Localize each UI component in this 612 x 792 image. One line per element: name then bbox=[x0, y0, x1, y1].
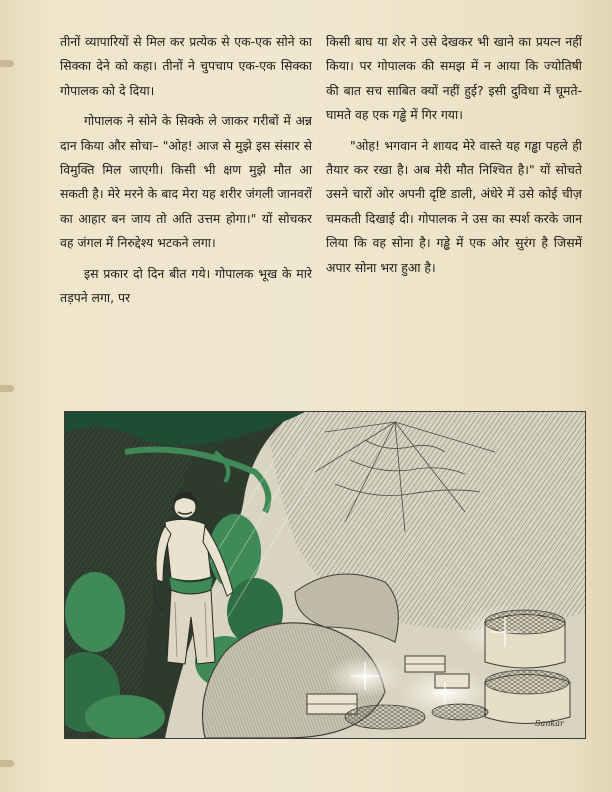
artist-signature: Sankar bbox=[535, 719, 564, 728]
illustration-drawing bbox=[65, 412, 585, 738]
right-text-column bbox=[326, 30, 582, 280]
cave-gold-illustration bbox=[64, 411, 586, 739]
paragraph: तीनों व्यापारियों से मिल कर प्रत्येक से एक-एक सोने का सिक्का देने को कहा। तीनों ने चुपचाप एक-एक सिक्का गोपालक को दे दिया। bbox=[60, 34, 312, 98]
left-text-column bbox=[60, 30, 312, 310]
paragraph: गोपालक ने सोने के सिक्के ले जाकर गरीबों में अन्न दान किया और सोचा– "ओह! आज से मुझे इस संसार से विमुक्ति मिल जाएगी। किसी भी क्षण मुझे मौत आ सकती है। मेरे मरने के बाद मेरा यह शरीर जंगली जानवरों का आहार बन जाय तो अति उत्तम होगा।" यों सोचकर वह जंगल में निरुद्देश्य भटकने लगा। bbox=[60, 113, 312, 251]
paragraph: इस प्रकार दो दिन बीत गये। गोपालक भूख के मारे तड़पने लगा, पर bbox=[60, 265, 312, 306]
paragraph: "ओह! भगवान ने शायद मेरे वास्ते यह गड्ढा पहले ही तैयार कर रखा है। अब मेरी मौत निश्चित है।" यों सोचते उसने चारों ओर अपनी दृष्टि डाली, अंधेरे में उसे कोई चीज़ चमकती दिखाई दी। गोपालक ने उस का स्पर्श करके जान लिया कि वह सोना है। गड्ढे में एक ओर सुरंग है जिसमें अपार सोना भरा हुआ है। bbox=[326, 137, 582, 275]
binding-mark bbox=[0, 60, 14, 67]
paragraph: किसी बाघ या शेर ने उसे देखकर भी खाने का प्रयत्न नहीं किया। पर गोपालक की समझ में न आया कि ज्योतिषी की बात सच साबित क्यों नहीं हुई? इसी दुविधा में घूमते-घामते वह एक गड्ढे में गिर गया। bbox=[326, 34, 582, 123]
binding-mark bbox=[0, 760, 14, 767]
binding-mark bbox=[0, 385, 14, 392]
